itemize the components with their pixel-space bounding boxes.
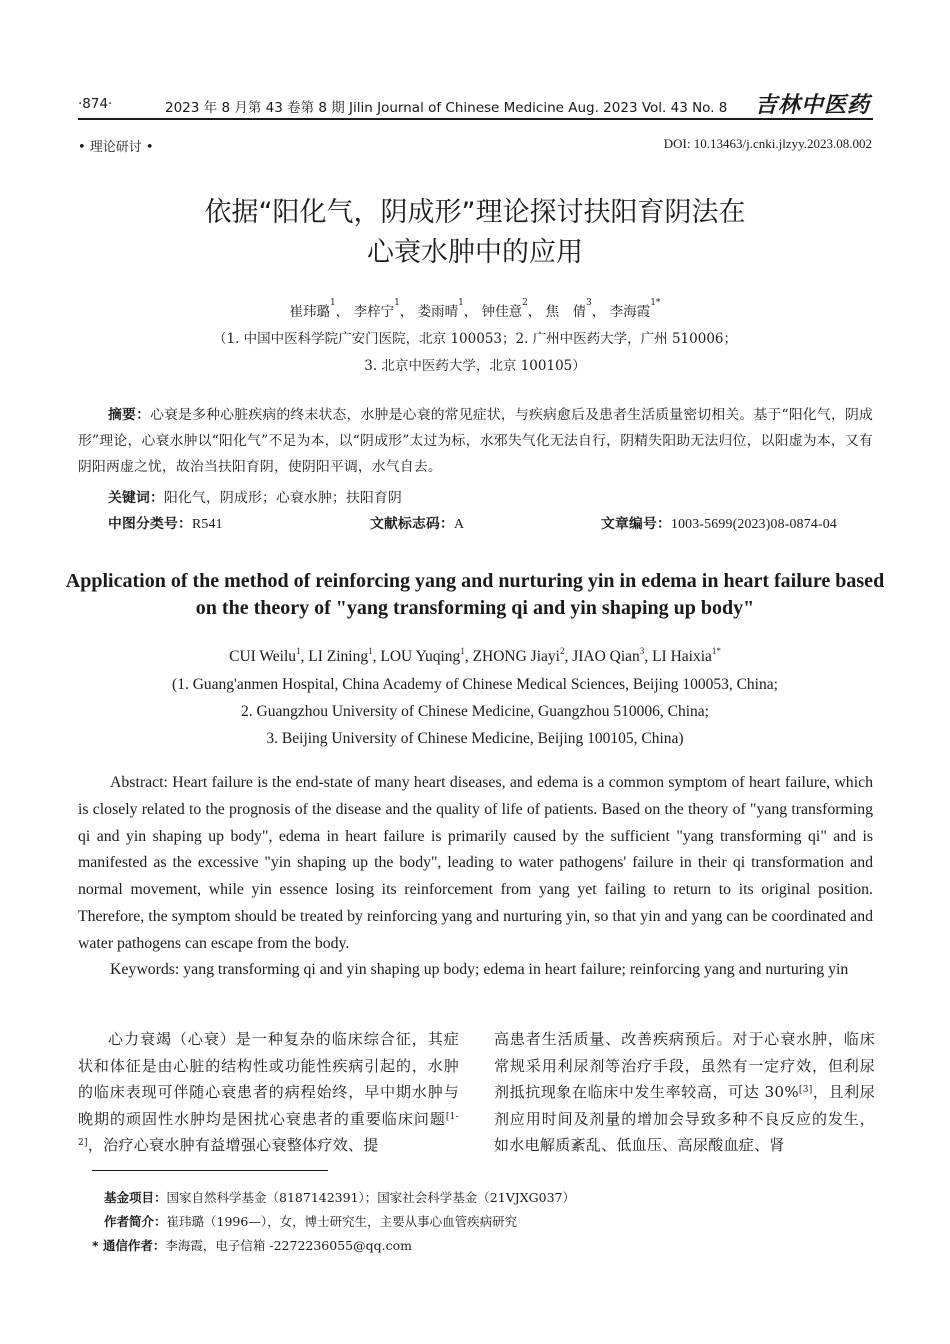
document-code	[370, 511, 464, 537]
body-right-text: 高患者生活质量、改善疾病预后。对于心衰水肿，临床常规采用利尿剂等治疗手段，虽然有一定疗效，但利尿剂抵抗现象在临床中发生率较高，可达 30%	[494, 1030, 875, 1101]
affiliations-zh-line1: （1. 中国中医科学院广安门医院，北京 100053；2. 广州中医药大学，广州 510006；	[213, 331, 737, 347]
authors-zh: 崔玮璐$^1$， 李梓宁$^1$， 娄雨晴$^1$， 钟佳意$^2$， 焦 倩$^3$， 李海霞$^{1*}$	[289, 298, 661, 320]
author-en: LOU Yuqing	[380, 648, 461, 665]
footnote-rule	[92, 1170, 328, 1171]
body-right-text-b: ，且利尿剂应用时间及剂量的增加会导致多种不良反应的发生，如水电解质紊乱、低血压、高尿酸血症、肾	[494, 1083, 876, 1154]
author-bio-label: 作者简介：	[104, 1214, 167, 1229]
author-en-sup: 2	[559, 646, 565, 656]
title-zh-line2: 心衰水肿中的应用	[367, 237, 583, 268]
clc-label: 中图分类号：	[108, 516, 192, 532]
article-value: 1003-5699(2023)08-0874-04	[670, 516, 837, 531]
header-rule	[78, 118, 873, 120]
affiliations-en-line1: (1. Guang'anmen Hospital, China Academy of Chinese Medical Sciences, Beijing 100053, China;	[172, 676, 778, 693]
clc-number	[108, 511, 223, 537]
body-left-text-b: ，治疗心衰水肿有益增强心衰整体疗效、提	[87, 1136, 379, 1154]
affiliations-en-line3: 3. Beijing University of Chinese Medicine, Beijing 100105, China)	[266, 730, 684, 747]
journal-logo: 吉林中医药	[755, 92, 871, 118]
abstract-zh	[78, 402, 873, 480]
author-zh: 焦 倩	[545, 304, 587, 320]
title-en-line1: Application of the method of reinforcing yang and nurturing yin in edema in heart failure based	[65, 570, 885, 592]
article-label: 文章编号：	[601, 516, 671, 532]
footnote-fund	[104, 1188, 575, 1206]
clc-value: R541	[191, 516, 223, 531]
author-en: ZHONG Jiayi	[472, 648, 560, 665]
author-en: JIAO Qian	[572, 648, 640, 665]
keywords-en	[78, 957, 873, 984]
citation-ref: [1-2]	[78, 1111, 459, 1148]
fund-text: 国家自然科学基金（8187142391）；国家社会科学基金（21VJXG037）	[166, 1190, 575, 1205]
author-en-sup: 1	[296, 646, 301, 656]
fund-label: 基金项目：	[104, 1190, 167, 1205]
author-zh-sup: 2	[522, 298, 528, 308]
corr-label: * 通信作者：	[92, 1238, 166, 1253]
author-en-sup: 1	[368, 646, 373, 656]
author-en-sup: 3	[639, 646, 645, 656]
author-zh: 钟佳意	[481, 304, 523, 320]
author-en-sup: 1	[460, 646, 465, 656]
journal-issue-info: 2023 年 8 月第 43 卷第 8 期 Jilin Journal of Chinese Medicine Aug. 2023 Vol. 43 No. 8	[165, 100, 728, 116]
author-zh-sup: 1*	[650, 298, 661, 308]
doi: DOI: 10.13463/j.cnki.jlzyy.2023.08.002	[663, 136, 872, 151]
keywords-en-text: yang transforming qi and yin shaping up body; edema in heart failure; reinforcing yang and nurturing yin	[183, 961, 849, 978]
abstract-zh-label: 摘要：	[108, 407, 151, 423]
footnote-author	[104, 1212, 517, 1230]
authors-en: CUI Weilu$^1$, LI Zining$^1$, LOU Yuqing$^1$, ZHONG Jiayi$^2$, JIAO Qian$^3$, LI Haixia$^{1*}$	[229, 646, 721, 665]
corr-text: 李海霞，电子信箱 -2272236055@qq.com	[165, 1238, 412, 1253]
affiliations-zh-line2: 3. 北京中医药大学，北京 100105）	[364, 358, 586, 374]
author-bio-text: 崔玮璐（1996—），女，博士研究生，主要从事心血管疾病研究	[166, 1214, 518, 1229]
author-zh: 李海霞	[609, 304, 651, 320]
keywords-zh-label: 关键词：	[108, 490, 164, 506]
footnote-corresponding	[92, 1236, 412, 1254]
affiliations-en-line2: 2. Guangzhou University of Chinese Medicine, Guangzhou 510006, China;	[241, 703, 709, 720]
author-en-sup: 1*	[711, 646, 721, 656]
doc-label: 文献标志码：	[370, 516, 454, 532]
author-zh: 娄雨晴	[417, 304, 459, 320]
title-en-line2: on the theory of "yang transforming qi and yin shaping up body"	[195, 597, 755, 619]
abstract-en-label: Abstract:	[110, 774, 168, 791]
doc-value: A	[453, 516, 465, 531]
section-label: • 理论研讨 •	[78, 140, 154, 155]
author-en: CUI Weilu	[229, 648, 297, 665]
citation-ref: [3]	[798, 1085, 813, 1095]
keywords-zh-text: 阳化气，阴成形；心衰水肿；扶阳育阴	[164, 490, 402, 506]
author-zh-sup: 3	[586, 298, 592, 308]
author-zh-sup: 1	[458, 298, 464, 308]
keywords-en-label: Keywords:	[110, 961, 180, 978]
body-right-column	[494, 1026, 875, 1159]
author-zh-sup: 1	[330, 298, 336, 308]
author-zh: 崔玮璐	[289, 304, 331, 320]
title-zh-line1: 依据“阳化气，阴成形”理论探讨扶阳育阴法在	[204, 197, 746, 228]
author-en: LI Zining	[308, 648, 369, 665]
abstract-zh-text: 心衰是多种心脏疾病的终末状态，水肿是心衰的常见症状，与疾病愈后及患者生活质量密切相关。基于“阳化气，阴成形”理论，心衰水肿以“阳化气”不足为本，以“阴成形”太过为标，水邪失气化无法自行，阴精失阳助无法归位，以阳虚为本，又有阴阳两虚之忧，故治当扶阳育阴，使阴阳平调，水气自去。	[78, 407, 874, 475]
abstract-en-text: Heart failure is the end-state of many heart diseases, and edema is a common symptom of heart failure, which is closely related to the prognosis of the disease and the quality of life of patients. Based on the theory of "yang transforming qi and yin shaping up body", edema in heart failure is primarily caused by the sufficient "yang transforming qi" and is manifested as the excessive "yin shaping up the body", leading to water pathogens' failure in their qi transformation and normal movement, while yin essence losing its reinforcement from yang yet failing to return to its original position. Therefore, the symptom should be treated by reinforcing yang and nurturing yin, so that yin and yang can be coordinated and water pathogens can escape from the body.	[78, 774, 873, 952]
author-zh-sup: 1	[394, 298, 400, 308]
page-number: ·874·	[78, 96, 113, 112]
body-left-text: 心力衰竭（心衰）是一种复杂的临床综合征，其症状和体征是由心脏的结构性或功能性疾病引起的，水肿的临床表现可伴随心衰患者的病程始终，早中期水肿与晚期的顽固性水肿均是困扰心衰患者的重要临床问题	[78, 1030, 459, 1128]
author-en: LI Haixia	[652, 648, 712, 665]
body-left-column	[78, 1026, 459, 1159]
author-zh: 李梓宁	[353, 304, 395, 320]
abstract-en	[78, 770, 873, 958]
keywords-zh	[108, 485, 903, 511]
article-number	[601, 511, 837, 537]
